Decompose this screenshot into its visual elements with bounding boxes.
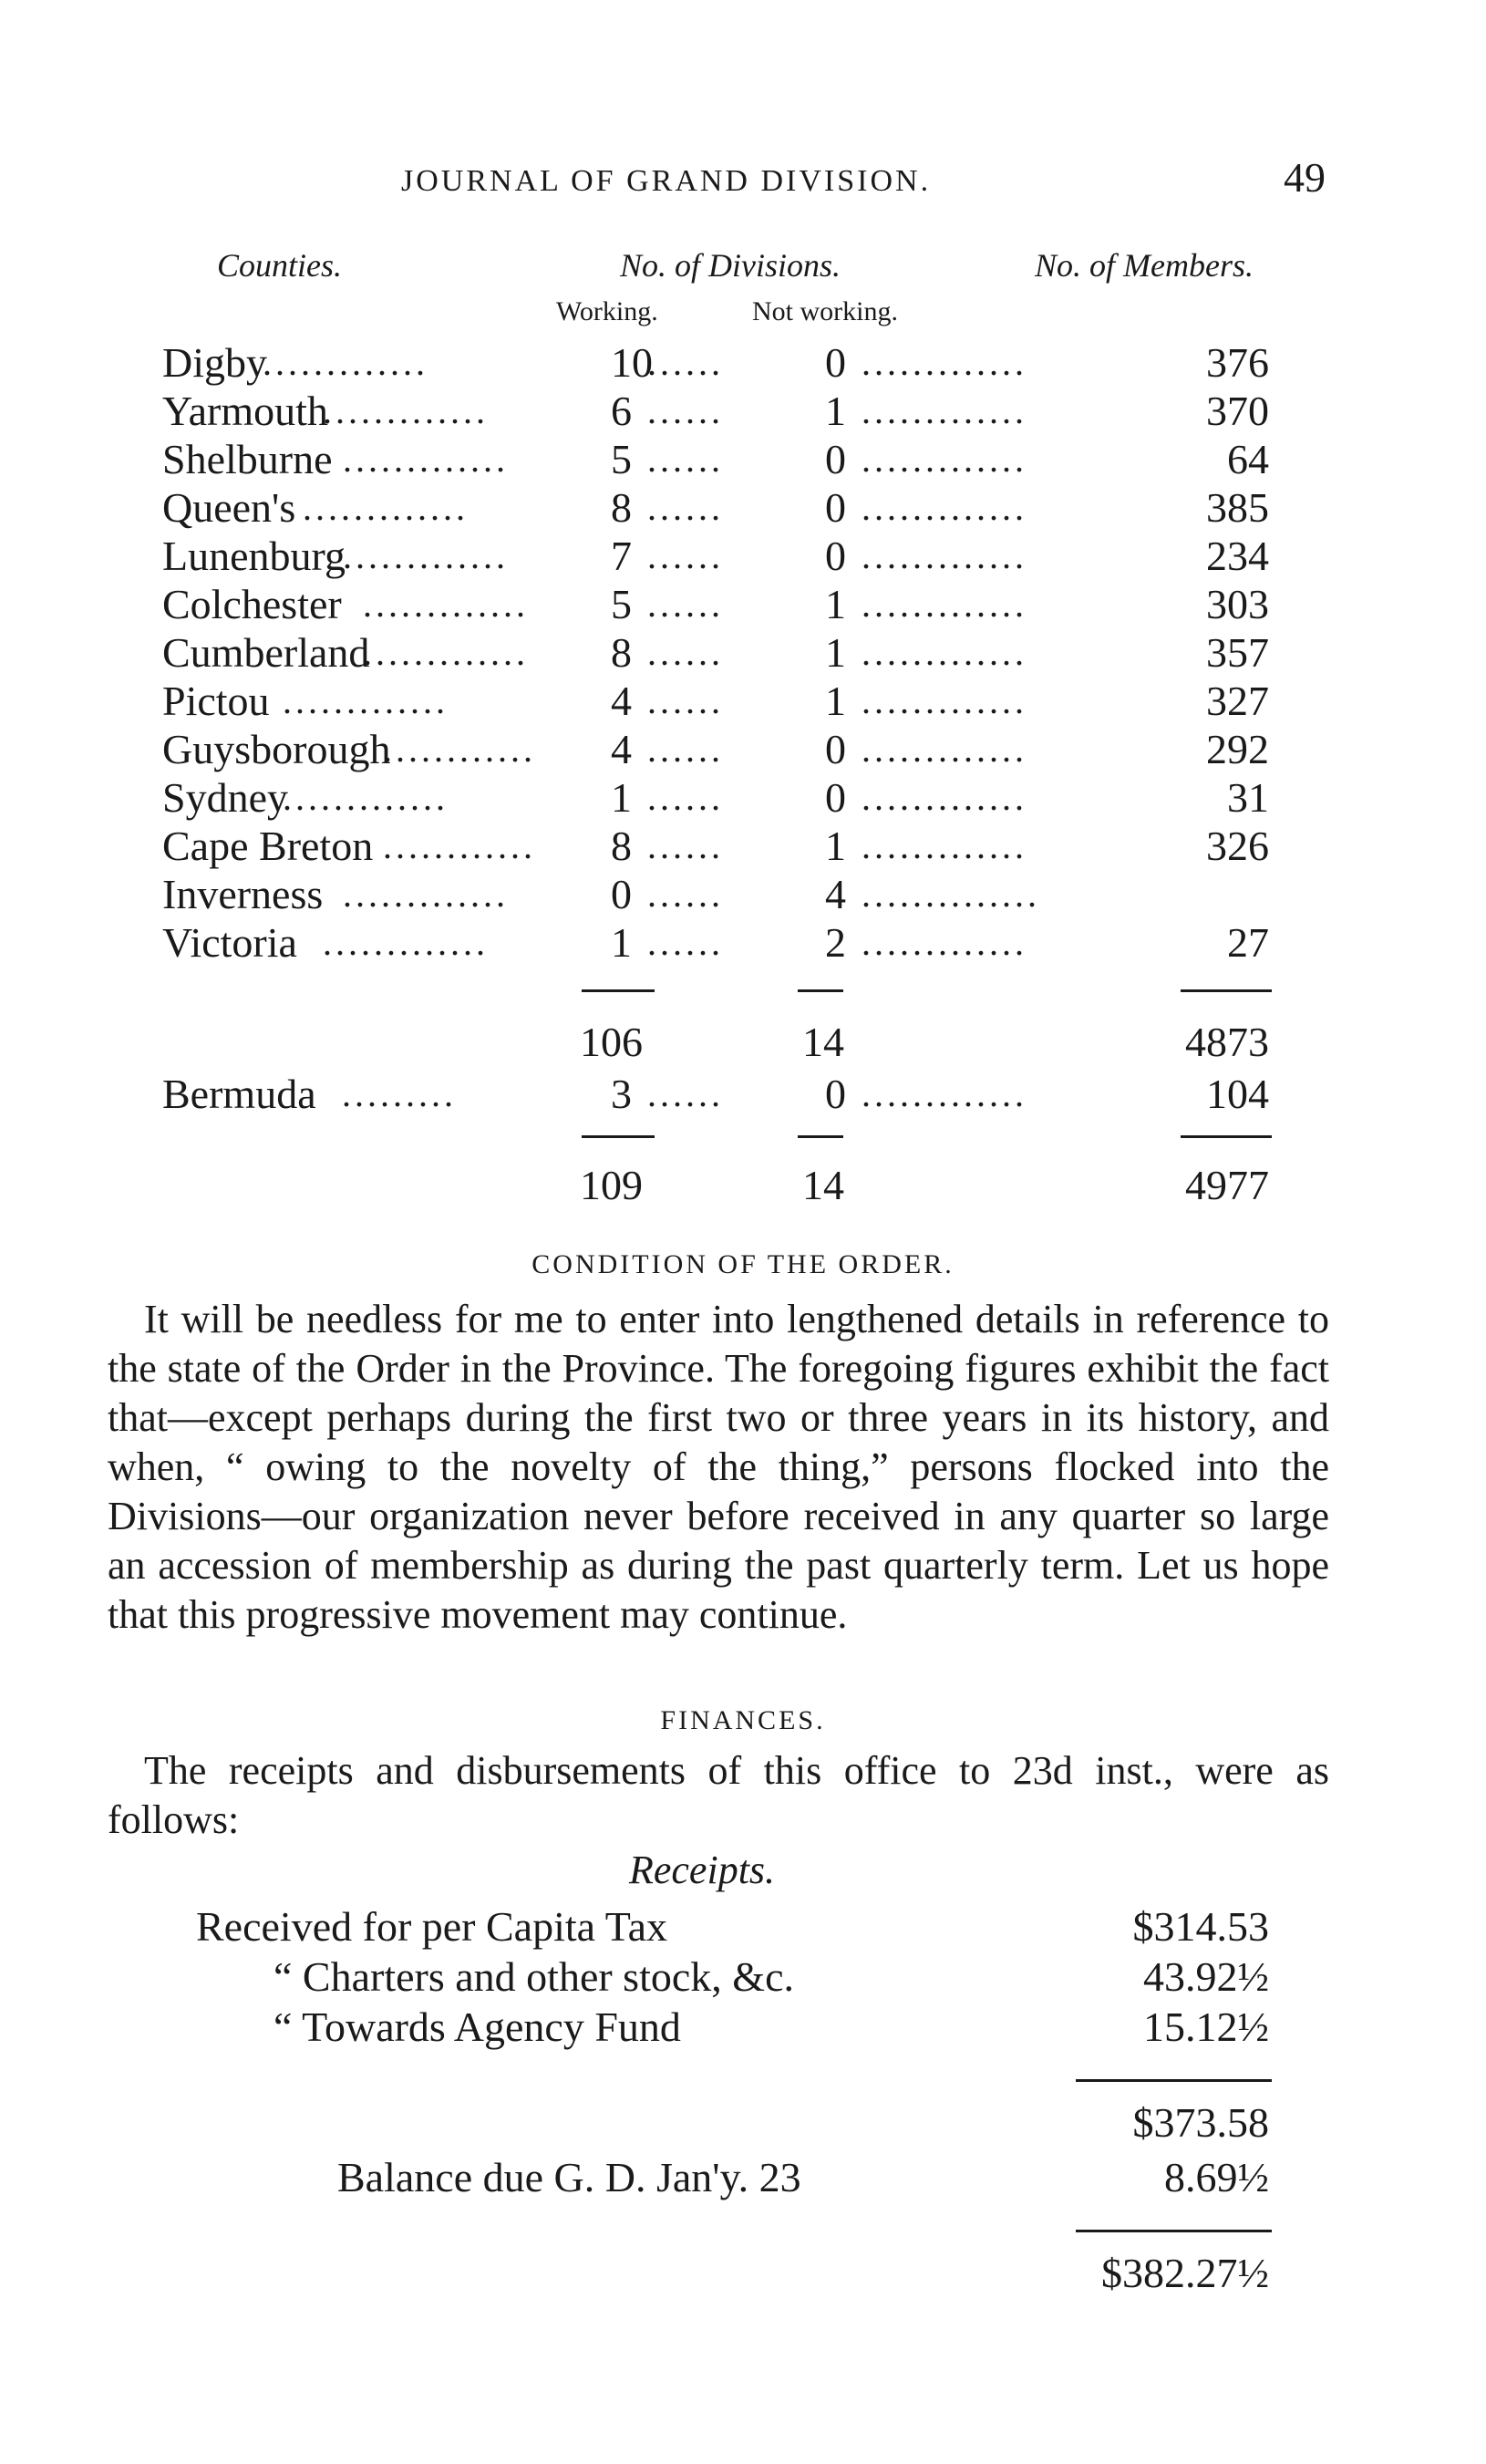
balance-label: Balance due G. D. Jan'y. 23 [337,2154,801,2200]
county-row [0,869,1486,920]
leader-dots: ...... [647,825,724,866]
not-working-count: 0 [825,1071,846,1117]
leader-dots: ............. [862,584,1027,625]
leader-dots: ............. [343,439,509,480]
county-row [0,482,1486,533]
leader-dots: ............. [323,390,489,431]
leader-dots: .............. [862,874,1040,915]
subtotal-working: 106 [580,1019,643,1065]
not-working-count: 1 [825,823,846,869]
leader-dots: ............. [283,680,449,721]
member-count: 376 [1206,339,1269,386]
leader-dots: ............. [862,729,1027,770]
condition-paragraph [108,1295,1329,1640]
finances-text: The receipts and disbursements of this office to 23d inst., were as follows: [108,1748,1329,1842]
not-working-count: 0 [825,533,846,579]
page-number: 49 [1284,154,1326,201]
member-count: 303 [1206,581,1269,627]
working-count: 7 [611,533,632,579]
not-working-count: 0 [825,774,846,821]
leader-dots: ............. [862,390,1027,431]
working-count: 8 [611,629,632,676]
rule [1076,2230,1272,2232]
leader-dots: ...... [647,390,724,431]
working-count: 8 [611,823,632,869]
leader-dots: ...... [647,1073,724,1114]
receipt-amount: 15.12½ [1143,2003,1269,2050]
leader-dots: ............. [862,487,1027,528]
subhead-working: Working. [556,296,658,326]
working-count: 10 [611,339,653,386]
receipts-subtotal: $373.58 [1132,2099,1269,2146]
leader-dots: ............. [862,632,1027,673]
not-working-count: 1 [825,678,846,724]
running-header: JOURNAL OF GRAND DIVISION. [401,164,932,198]
member-count: 326 [1206,823,1269,869]
leader-dots: ............. [862,439,1027,480]
not-working-count: 0 [825,436,846,482]
subtotal-members: 4873 [1185,1019,1269,1065]
leader-dots: ............. [363,632,529,673]
rule [1076,2079,1272,2082]
not-working-count: 1 [825,388,846,434]
county-name: Bermuda [162,1071,316,1117]
leader-dots: ......... [342,1073,457,1114]
not-working-count: 0 [825,484,846,531]
receipt-label: Received for per Capita Tax [196,1903,668,1950]
county-name: Shelburne [162,436,333,482]
county-name: Pictou [162,678,270,724]
leader-dots: ............. [343,874,509,915]
member-count: 31 [1227,774,1269,821]
col-head-counties: Counties. [217,247,343,284]
leader-dots: ............. [263,342,428,383]
leader-dots: ............. [323,922,489,963]
leader-dots: ...... [647,680,724,721]
leader-dots: ...... [647,342,724,383]
county-row [0,917,1486,968]
member-count: 104 [1206,1071,1269,1117]
total-working: 109 [580,1162,643,1208]
member-count: 27 [1227,919,1269,966]
rule [582,989,655,992]
not-working-count: 0 [825,726,846,772]
leader-dots: ...... [647,729,724,770]
leader-dots: ...... [647,922,724,963]
member-count: 327 [1206,678,1269,724]
county-name: Lunenburg [162,533,346,579]
receipt-label: “ Towards Agency Fund [273,2003,681,2050]
subhead-not-working: Not working. [752,296,898,326]
county-name: Digby [162,339,267,386]
leader-dots: ............. [862,342,1027,383]
county-row [0,337,1486,388]
balance-amount: 8.69½ [1164,2154,1269,2200]
leader-dots: ...... [647,874,724,915]
bermuda-row [0,1069,1486,1120]
condition-heading: CONDITION OF THE ORDER. [531,1249,955,1279]
county-row [0,579,1486,630]
rule [798,1135,843,1138]
leader-dots: ...... [647,584,724,625]
leader-dots: ............. [862,1073,1027,1114]
leader-dots: ............ [383,729,536,770]
county-name: Cape Breton [162,823,374,869]
leader-dots: ............. [303,487,469,528]
leader-dots: ...... [647,535,724,576]
leader-dots: ............. [862,777,1027,818]
receipt-amount: 43.92½ [1143,1953,1269,2000]
leader-dots: ...... [647,632,724,673]
rule [1181,989,1272,992]
working-count: 5 [611,581,632,627]
receipts-title: Receipts. [629,1848,776,1892]
subtotal-not-working: 14 [802,1019,844,1065]
not-working-count: 2 [825,919,846,966]
member-count: 370 [1206,388,1269,434]
county-row [0,434,1486,485]
county-row [0,676,1486,727]
county-row [0,724,1486,775]
working-count: 8 [611,484,632,531]
working-count: 5 [611,436,632,482]
not-working-count: 0 [825,339,846,386]
county-name: Queen's [162,484,296,531]
total-not-working: 14 [802,1162,844,1208]
working-count: 1 [611,919,632,966]
total-row [0,1160,1486,1211]
total-members: 4977 [1185,1162,1269,1208]
col-head-divisions: No. of Divisions. [620,247,841,284]
leader-dots: ............. [862,922,1027,963]
finances-total: $382.27½ [1101,2250,1269,2296]
county-row [0,821,1486,872]
county-row [0,772,1486,823]
leader-dots: ............ [383,825,536,866]
working-count: 0 [611,871,632,917]
col-head-members: No. of Members. [1035,247,1254,284]
condition-text: It will be needless for me to enter into lengthened details in reference to the state of the Order in the Province. The foregoing figures exhibit the fact that—except perhaps during the first two or three years in its history, and when, “ owing to the novelty of the thing,” persons flocked into the Divisions—our organization never before received in any quarter so large an accession of membership as during the past quarterly term. Let us hope that this progressive movement may continue. [108,1297,1329,1637]
leader-dots: ...... [647,439,724,480]
working-count: 4 [611,726,632,772]
member-count: 64 [1227,436,1269,482]
working-count: 6 [611,388,632,434]
rule [798,989,843,992]
leader-dots: ............. [363,584,529,625]
receipt-label: “ Charters and other stock, &c. [273,1953,794,2000]
leader-dots: ............. [862,680,1027,721]
leader-dots: ............. [862,825,1027,866]
subtotal-row [0,1017,1486,1068]
working-count: 4 [611,678,632,724]
county-name: Inverness [162,871,324,917]
working-count: 3 [611,1071,632,1117]
county-row [0,531,1486,582]
county-row [0,386,1486,437]
member-count: 385 [1206,484,1269,531]
receipt-amount: $314.53 [1132,1903,1269,1950]
member-count: 292 [1206,726,1269,772]
county-name: Yarmouth [162,388,328,434]
rule [582,1135,655,1138]
county-name: Cumberland [162,629,370,676]
not-working-count: 4 [825,871,846,917]
rule [1181,1135,1272,1138]
working-count: 1 [611,774,632,821]
leader-dots: ............. [343,535,509,576]
member-count: 234 [1206,533,1269,579]
leader-dots: ...... [647,487,724,528]
county-name: Guysborough [162,726,391,772]
leader-dots: ............. [862,535,1027,576]
member-count: 357 [1206,629,1269,676]
leader-dots: ...... [647,777,724,818]
finances-paragraph [108,1746,1329,1845]
not-working-count: 1 [825,581,846,627]
county-row [0,627,1486,678]
county-name: Victoria [162,919,297,966]
finances-heading: FINANCES. [660,1705,826,1735]
not-working-count: 1 [825,629,846,676]
county-name: Sydney [162,774,288,821]
leader-dots: ............. [283,777,449,818]
county-name: Colchester [162,581,342,627]
